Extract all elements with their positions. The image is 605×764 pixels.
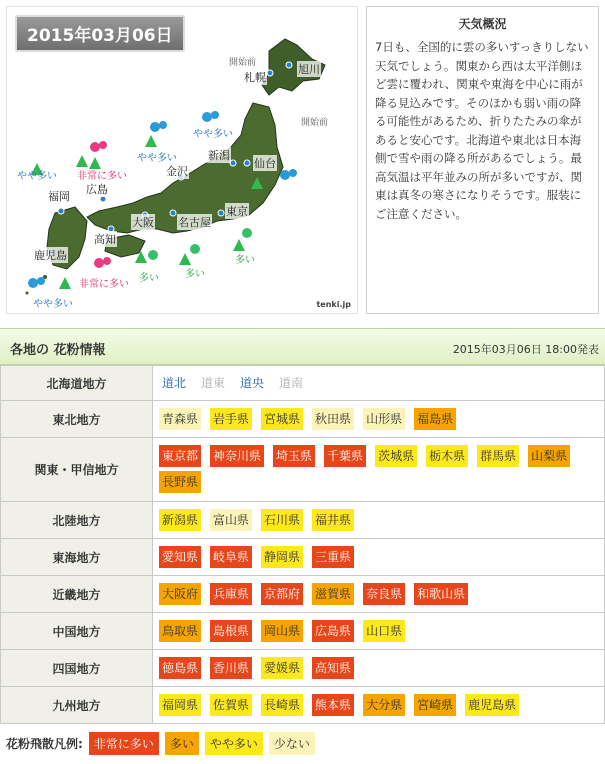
prefecture-link[interactable]: 兵庫県 bbox=[210, 583, 252, 605]
pollen-level-label: 多い bbox=[235, 255, 255, 266]
prefecture-link[interactable]: 京都府 bbox=[261, 583, 303, 605]
prefecture-list bbox=[153, 576, 605, 613]
note-label: 開始前 bbox=[229, 58, 257, 68]
prefecture-link[interactable]: 奈良県 bbox=[363, 583, 405, 605]
prefecture-link[interactable]: 秋田県 bbox=[312, 408, 354, 430]
prefecture-link[interactable]: 新潟県 bbox=[159, 509, 201, 531]
pollen-level-label: やや多い bbox=[137, 153, 177, 164]
city-label: 新潟 bbox=[208, 149, 230, 162]
table-row bbox=[1, 401, 605, 438]
prefecture-link[interactable]: 宮崎県 bbox=[414, 694, 456, 716]
prefecture-link[interactable]: 岡山県 bbox=[261, 620, 303, 642]
summary-title: 天気概況 bbox=[458, 17, 507, 31]
pollen-level-label: 多い bbox=[139, 273, 159, 284]
prefecture-link[interactable]: 道央 bbox=[237, 372, 267, 394]
prefecture-link[interactable]: 長崎県 bbox=[261, 694, 303, 716]
prefecture-link[interactable]: 群馬県 bbox=[477, 445, 519, 467]
prefecture-link[interactable]: 青森県 bbox=[159, 408, 201, 430]
city-label: 札幌 bbox=[244, 71, 266, 84]
pollen-announced-date: 2015年03月06日 18:00発表 bbox=[452, 343, 599, 356]
prefecture-link[interactable]: 道東 bbox=[198, 372, 228, 394]
prefecture-link[interactable]: 大阪府 bbox=[159, 583, 201, 605]
legend-label: 花粉飛散凡例: bbox=[6, 737, 83, 751]
prefecture-link[interactable]: 鹿児島県 bbox=[465, 694, 519, 716]
city-label: 福岡 bbox=[48, 190, 70, 203]
prefecture-list bbox=[153, 366, 605, 401]
region-name: 近畿地方 bbox=[1, 576, 153, 613]
city-label: 金沢 bbox=[166, 165, 188, 178]
city-label: 大阪 bbox=[132, 216, 154, 229]
prefecture-list bbox=[153, 687, 605, 724]
region-name: 北海道地方 bbox=[1, 366, 153, 401]
legend-item: 少ない bbox=[269, 732, 315, 755]
prefecture-list bbox=[153, 438, 605, 502]
city-label: 旭川 bbox=[298, 63, 320, 76]
legend-item: やや多い bbox=[205, 732, 263, 755]
prefecture-link[interactable]: 石川県 bbox=[261, 509, 303, 531]
prefecture-link[interactable]: 高知県 bbox=[312, 657, 354, 679]
prefecture-link[interactable]: 大分県 bbox=[363, 694, 405, 716]
prefecture-list bbox=[153, 401, 605, 438]
prefecture-link[interactable]: 道南 bbox=[276, 372, 306, 394]
city-label: 鹿児島 bbox=[34, 249, 67, 262]
prefecture-link[interactable]: 福井県 bbox=[312, 509, 354, 531]
prefecture-link[interactable]: 和歌山県 bbox=[414, 583, 468, 605]
prefecture-link[interactable]: 岐阜県 bbox=[210, 546, 252, 568]
prefecture-link[interactable]: 山口県 bbox=[363, 620, 405, 642]
prefecture-list bbox=[153, 539, 605, 576]
summary-text: 7日も、全国的に雲の多いすっきりしない天気でしょう。関東から西は太平洋側ほど雲に覆われ、関東や東海を中心に雨が降る見込みです。そのほかも弱い雨の降る可能性があるため、折りたたみの傘があると安心です。北海道や東北は日本海側で雪や雨の降る所があるでしょう。最高気温は平年並みの所が多いですが、関東は真冬の寒さになりそうです。服装にご注意ください。 bbox=[375, 40, 589, 221]
prefecture-link[interactable]: 佐賀県 bbox=[210, 694, 252, 716]
region-name: 関東・甲信地方 bbox=[1, 438, 153, 502]
prefecture-link[interactable]: 三重県 bbox=[312, 546, 354, 568]
prefecture-link[interactable]: 徳島県 bbox=[159, 657, 201, 679]
prefecture-link[interactable]: 福島県 bbox=[414, 408, 456, 430]
pollen-level-label: やや多い bbox=[193, 129, 233, 140]
prefecture-link[interactable]: 愛媛県 bbox=[261, 657, 303, 679]
prefecture-link[interactable]: 山梨県 bbox=[528, 445, 570, 467]
prefecture-link[interactable]: 静岡県 bbox=[261, 546, 303, 568]
legend-item: 多い bbox=[165, 732, 199, 755]
table-row bbox=[1, 613, 605, 650]
prefecture-link[interactable]: 栃木県 bbox=[426, 445, 468, 467]
prefecture-link[interactable]: 岩手県 bbox=[210, 408, 252, 430]
pollen-section bbox=[0, 328, 605, 758]
prefecture-link[interactable]: 千葉県 bbox=[324, 445, 366, 467]
prefecture-link[interactable]: 鳥取県 bbox=[159, 620, 201, 642]
region-name: 四国地方 bbox=[1, 650, 153, 687]
weather-map[interactable] bbox=[6, 6, 358, 314]
prefecture-link[interactable]: 神奈川県 bbox=[210, 445, 264, 467]
pollen-level-label: 非常に多い bbox=[77, 171, 127, 182]
prefecture-link[interactable]: 香川県 bbox=[210, 657, 252, 679]
legend-item: 非常に多い bbox=[89, 732, 159, 755]
city-label: 仙台 bbox=[254, 157, 276, 170]
pollen-level-label: やや多い bbox=[17, 171, 57, 182]
pollen-level-label: 多い bbox=[185, 269, 205, 280]
prefecture-link[interactable]: 茨城県 bbox=[375, 445, 417, 467]
prefecture-link[interactable]: 東京都 bbox=[159, 445, 201, 467]
city-label: 高知 bbox=[94, 233, 116, 246]
prefecture-list bbox=[153, 502, 605, 539]
prefecture-link[interactable]: 埼玉県 bbox=[273, 445, 315, 467]
prefecture-link[interactable]: 愛知県 bbox=[159, 546, 201, 568]
region-name: 東海地方 bbox=[1, 539, 153, 576]
table-row bbox=[1, 687, 605, 724]
city-label: 広島 bbox=[86, 183, 108, 196]
pollen-title: 各地の 花粉情報 bbox=[10, 343, 106, 358]
japan-map-icon bbox=[7, 7, 358, 314]
table-row bbox=[1, 539, 605, 576]
prefecture-link[interactable]: 福岡県 bbox=[159, 694, 201, 716]
region-name: 九州地方 bbox=[1, 687, 153, 724]
prefecture-list bbox=[153, 650, 605, 687]
city-label: 名古屋 bbox=[178, 216, 211, 229]
table-row bbox=[1, 576, 605, 613]
region-name: 東北地方 bbox=[1, 401, 153, 438]
prefecture-link[interactable]: 滋賀県 bbox=[312, 583, 354, 605]
prefecture-link[interactable]: 山形県 bbox=[363, 408, 405, 430]
pollen-header bbox=[0, 328, 605, 365]
watermark: tenki.jp bbox=[316, 300, 351, 309]
note-label: 開始前 bbox=[301, 118, 329, 128]
prefecture-link[interactable]: 宮城県 bbox=[261, 408, 303, 430]
city-label: 東京 bbox=[226, 205, 248, 218]
prefecture-link[interactable]: 島根県 bbox=[210, 620, 252, 642]
date-badge: 2015年03月06日 bbox=[15, 15, 185, 52]
weather-summary bbox=[366, 6, 599, 314]
prefecture-link[interactable]: 熊本県 bbox=[312, 694, 354, 716]
pollen-level-label: 非常に多い bbox=[79, 279, 129, 290]
table-row bbox=[1, 438, 605, 502]
prefecture-link[interactable]: 長野県 bbox=[159, 471, 201, 493]
prefecture-list bbox=[153, 613, 605, 650]
weather-section bbox=[0, 0, 605, 325]
prefecture-link[interactable]: 富山県 bbox=[210, 509, 252, 531]
prefecture-link[interactable]: 広島県 bbox=[312, 620, 354, 642]
table-row bbox=[1, 650, 605, 687]
pollen-level-label: やや多い bbox=[33, 299, 73, 310]
table-row bbox=[1, 366, 605, 401]
pollen-legend bbox=[0, 724, 605, 758]
pollen-table bbox=[0, 365, 605, 724]
prefecture-link[interactable]: 道北 bbox=[159, 372, 189, 394]
table-row bbox=[1, 502, 605, 539]
region-name: 北陸地方 bbox=[1, 502, 153, 539]
region-name: 中国地方 bbox=[1, 613, 153, 650]
